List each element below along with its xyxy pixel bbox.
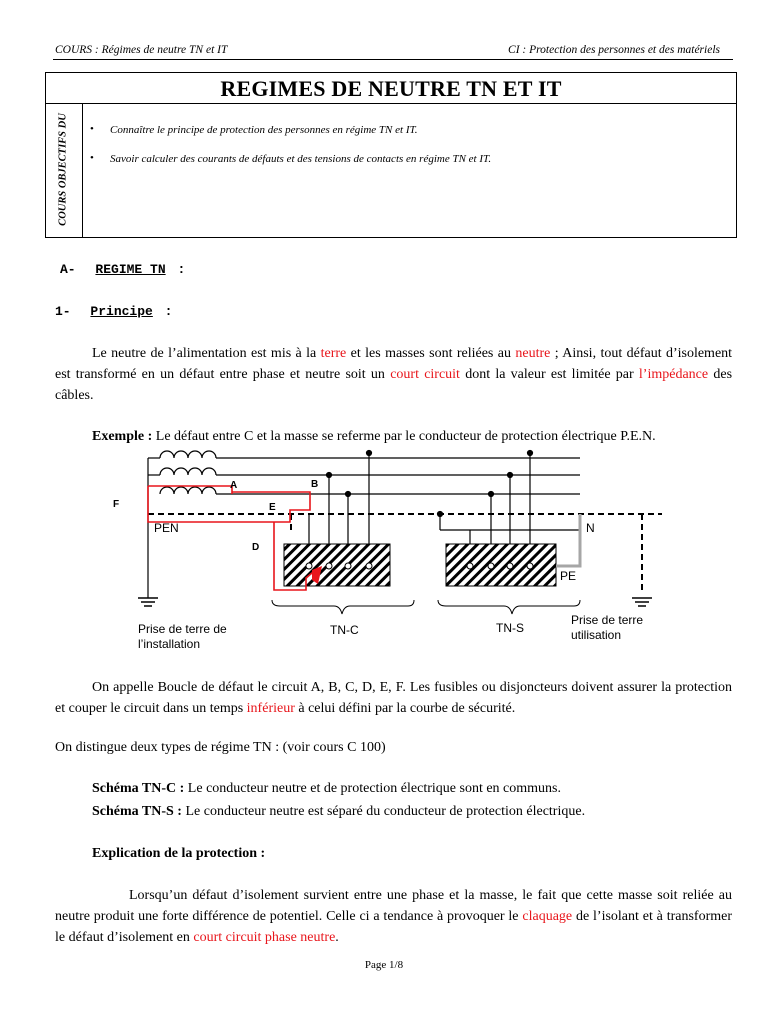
section-a-colon: :: [177, 262, 186, 277]
label-tns: TN-S: [496, 621, 524, 635]
schema-tns-text: Le conducteur neutre est séparé du conducteur de protection électrique.: [185, 804, 586, 819]
label-d: D: [252, 542, 260, 553]
exemple-label: Exemple :: [92, 429, 153, 444]
bullet-icon: •: [90, 152, 94, 164]
label-prise-util-1: Prise de terre: [571, 613, 644, 627]
objective-text: Savoir calculer des courants de défauts et des tensions de contacts en régime TN et IT.: [110, 153, 492, 165]
label-pen: PEN: [154, 521, 179, 535]
section-1-title: Principe: [90, 304, 153, 319]
text-run: des câbles.: [55, 367, 733, 403]
text-run: Lorsqu’un défaut d’isolement survient entre une phase et la masse, le fait que cette masse soit reliée au neutre produit une forte différence de potentiel. Celle ci a tendance à provoquer le: [55, 888, 732, 924]
section-a-title: REGIME TN: [95, 262, 166, 277]
tnc-load: [284, 544, 390, 586]
pe-conductor: [556, 514, 580, 566]
label-a: A: [230, 480, 238, 491]
objectives-side-label: COURS OBJECTIFS DU: [57, 113, 69, 226]
text-run: .: [335, 930, 339, 945]
tnc-brace: [272, 600, 414, 614]
earth-install-icon: [138, 598, 158, 606]
principe-paragraph: [55, 343, 732, 406]
label-f: F: [113, 499, 120, 510]
label-tnc: TN-C: [330, 623, 359, 637]
objective-item: [88, 153, 491, 165]
schema-tns-line: [55, 801, 732, 822]
explication-heading: Explication de la protection :: [92, 846, 266, 861]
highlight-claquage: claquage: [522, 909, 573, 924]
label-prise-util-2: utilisation: [571, 628, 622, 642]
text-run: de l’isolant et à transformer le défaut d’isolement en: [55, 909, 733, 945]
label-n: N: [586, 521, 595, 535]
objectives-list: [88, 124, 491, 182]
pen-conductor: [148, 514, 662, 592]
tns-load: [446, 544, 556, 586]
schema-tnc-line: [55, 778, 732, 799]
label-pe: PE: [560, 569, 577, 583]
header-course: COURS : Régimes de neutre TN et IT: [55, 44, 228, 56]
highlight-court-circuit-phase-neutre: court circuit phase neutre: [193, 930, 336, 945]
bullet-icon: •: [90, 123, 94, 135]
schema-tns-label: Schéma TN-S :: [92, 804, 182, 819]
earth-util-icon: [632, 598, 652, 606]
header-rule: [53, 59, 733, 60]
section-1-colon: :: [164, 304, 173, 319]
text-run: dont la valeur est limitée par: [465, 367, 634, 382]
text-run: On appelle Boucle de défaut le circuit A, B, C, D, E, F. Les fusibles ou disjoncteurs doivent assurer la protection et couper le circuit dans un temps: [55, 680, 732, 716]
boucle-paragraph: [55, 677, 732, 719]
section-1-heading: [55, 304, 172, 319]
header-topic: CI : Protection des personnes et des matériels: [508, 44, 720, 56]
objective-item: [88, 124, 491, 136]
schema-tnc-text: Le conducteur neutre et de protection électrique sont en communs.: [187, 781, 561, 796]
highlight-impedance: l’impédance: [638, 367, 709, 382]
highlight-court-circuit: court circuit: [390, 367, 460, 382]
section-1-number: 1-: [55, 304, 71, 319]
page-title: REGIMES DE NEUTRE TN ET IT: [45, 72, 737, 104]
text-run: à celui défini par la courbe de sécurité.: [298, 701, 516, 716]
page-number: Page 1/8: [364, 959, 404, 971]
text-run: et les masses sont reliées au: [350, 346, 511, 361]
label-prise-install-1: Prise de terre de: [138, 622, 227, 636]
label-b: B: [311, 479, 319, 490]
section-a-heading: [60, 262, 185, 277]
highlight-neutre: neutre: [515, 346, 551, 361]
objective-text: Connaître le principe de protection des personnes en régime TN et IT.: [110, 124, 418, 136]
transformer-coils: [160, 451, 216, 494]
section-a-number: A-: [60, 262, 76, 277]
tns-brace: [438, 600, 580, 614]
schema-tnc-label: Schéma TN-C :: [92, 781, 185, 796]
label-e: E: [269, 502, 276, 513]
exemple-text: Le défaut entre C et la masse se referme par le conducteur de protection électrique P.E.N.: [155, 429, 656, 444]
text-run: ; Ainsi, tout défaut d’isolement est transformé en un défaut entre phase et neutre soit un: [55, 346, 733, 382]
tn-circuit-diagram: [0, 440, 768, 660]
text-run: Le neutre de l’alimentation est mis à la: [92, 346, 317, 361]
label-prise-install-2: l’installation: [138, 637, 201, 651]
objectives-side: [46, 104, 83, 237]
objectives-box: [45, 103, 737, 238]
highlight-inferieur: inférieur: [246, 701, 295, 716]
types-paragraph: On distingue deux types de régime TN : (voir cours C 100): [55, 740, 386, 755]
highlight-terre: terre: [320, 346, 347, 361]
lorsque-paragraph: [55, 885, 732, 948]
